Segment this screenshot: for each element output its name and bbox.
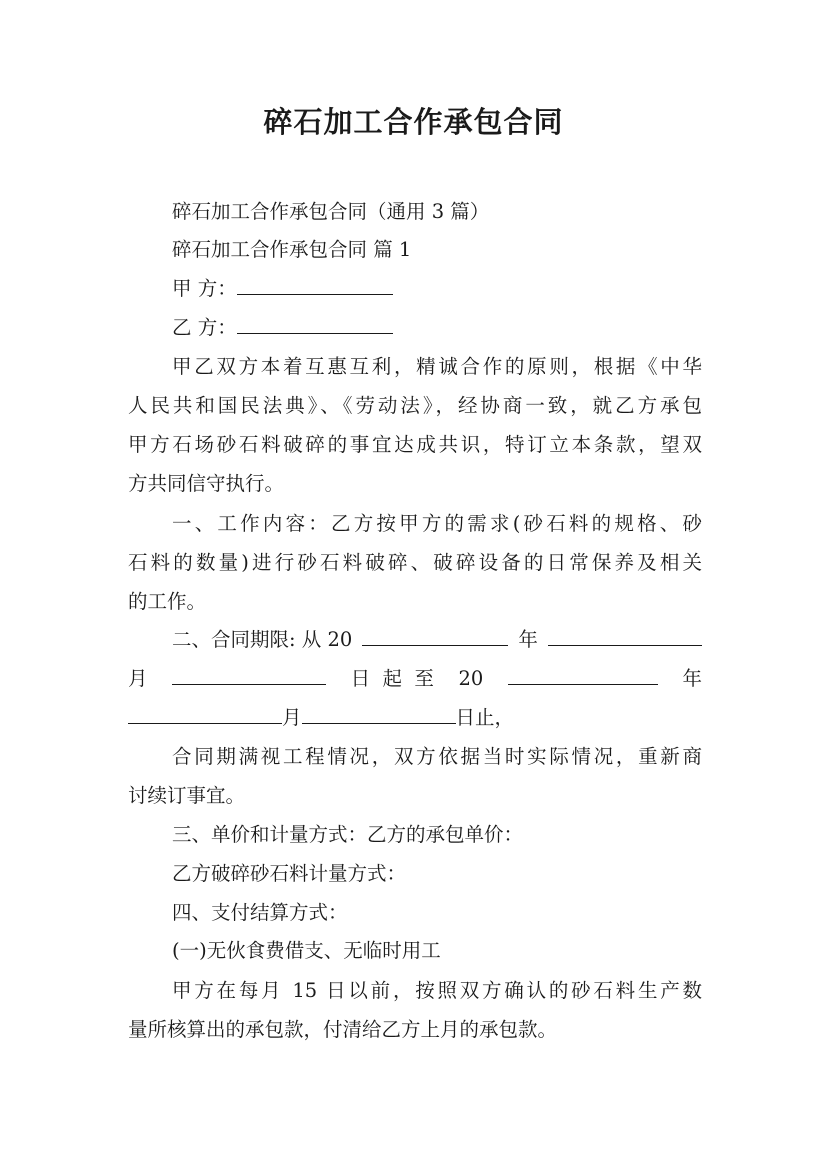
paragraph-line: 一、工作内容：乙方按甲方的需求(砂石料的规格、砂 [172, 512, 702, 535]
document-subtitle: 碎石加工合作承包合同（通用 3 篇） [172, 200, 490, 223]
party-b-line [128, 309, 702, 347]
paragraph-line: 甲乙双方本着互惠互利，精诚合作的原则，根据《中华 [172, 355, 702, 378]
party-b-label: 乙 方： [172, 316, 237, 339]
term-end: 日止， [455, 706, 515, 729]
term-month: 月 [128, 667, 148, 690]
paragraph-line: 甲方石场砂石料破碎的事宜达成共识，特订立本条款，望双 [128, 433, 702, 456]
paragraph-line: 方共同信守执行。 [128, 472, 285, 495]
payment-subtitle: (一)无伙食费借支、无临时用工 [172, 939, 441, 962]
term-month2: 月 [282, 706, 302, 729]
paragraph-line: 的工作。 [128, 590, 207, 613]
section-title: 碎石加工合作承包合同 篇 1 [172, 238, 412, 261]
payment-title: 四、支付结算方式： [172, 901, 348, 924]
party-a-line [128, 270, 702, 308]
term-day-from: 日 起 至 [350, 667, 434, 690]
term-year2: 年 [682, 667, 702, 690]
term-twenty: 20 [458, 667, 484, 690]
month2-blank [128, 701, 282, 724]
paragraph-line: 讨续订事宜。 [128, 784, 246, 807]
term-prefix: 二、合同期限: 从 20 [172, 628, 353, 651]
term-line-2 [128, 660, 702, 698]
month-blank [548, 623, 702, 646]
paragraph-line: 甲方在每月 15 日以前，按照双方确认的砂石料生产数 [172, 979, 702, 1002]
year-blank [362, 623, 508, 646]
party-a-label: 甲 方： [172, 277, 237, 300]
paragraph-line: 石料的数量)进行砂石料破碎、破碎设备的日常保养及相关 [128, 551, 702, 574]
day-blank [172, 662, 326, 685]
party-b-blank [237, 311, 393, 334]
paragraph-line: 量所核算出的承包款，付清给乙方上月的承包款。 [128, 1018, 558, 1041]
document-title: 碎石加工合作承包合同 [263, 105, 564, 139]
measure-line: 乙方破碎砂石料计量方式： [172, 862, 407, 885]
year2-blank [508, 662, 658, 685]
term-line-1 [128, 621, 702, 659]
paragraph-line: 人民共和国民法典》、《劳动法》，经协商一致，就乙方承包 [128, 394, 702, 417]
day2-blank [302, 701, 456, 724]
paragraph-line: 合同期满视工程情况，双方依据当时实际情况，重新商 [172, 745, 702, 768]
price-title: 三、单价和计量方式：乙方的承包单价： [172, 823, 524, 846]
term-year: 年 [518, 628, 538, 651]
term-line-3 [128, 699, 702, 737]
party-a-blank [237, 272, 393, 295]
